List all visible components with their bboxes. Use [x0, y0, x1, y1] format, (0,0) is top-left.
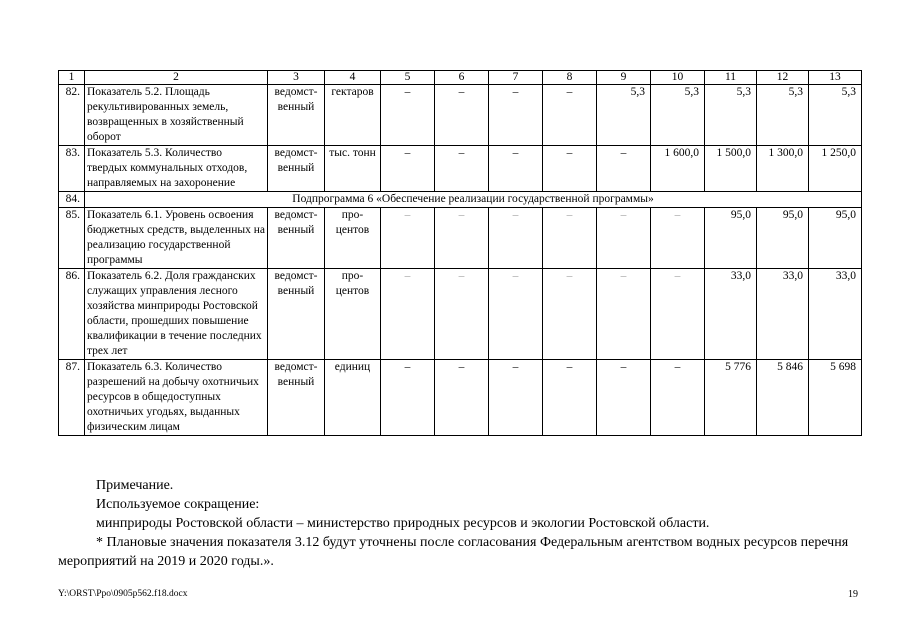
subprogram-row [59, 192, 862, 208]
value-cell: 33,0 [705, 269, 757, 360]
file-path: Y:\ORST\Ppo\0905p562.f18.docx [58, 589, 188, 599]
col-header: 5 [381, 71, 435, 85]
value-cell: – [651, 269, 705, 360]
indicator-name: Показатель 6.2. Доля гражданских служащих управления лесного хозяйства минприроды Ростовской области, прошедших повышение квалификации в течение последних трех лет [85, 269, 268, 360]
indicator-name: Показатель 5.3. Количество твердых коммунальных отходов, направляемых на захоронение [85, 146, 268, 192]
value-cell: – [543, 269, 597, 360]
value-cell: 5 698 [809, 360, 862, 436]
indicators-table [58, 70, 862, 436]
col-header: 6 [435, 71, 489, 85]
value-cell: 5,3 [651, 85, 705, 146]
indicator-source: ведомст-венный [268, 208, 325, 269]
value-cell: 5,3 [809, 85, 862, 146]
row-number: 83. [59, 146, 85, 192]
col-header: 3 [268, 71, 325, 85]
col-header: 10 [651, 71, 705, 85]
col-header: 9 [597, 71, 651, 85]
footnote: * Плановые значения показателя 3.12 будут уточнены после согласования Федеральным агентством водных ресурсов перечня мероприятий на 2019 и 2020 годы.». [58, 535, 849, 569]
note-heading: Примечание. [96, 478, 174, 493]
abbreviation-text: минприроды Ростовской области – министерство природных ресурсов и экологии Ростовской области. [96, 516, 710, 531]
value-cell: – [597, 269, 651, 360]
value-cell: – [489, 85, 543, 146]
col-header: 13 [809, 71, 862, 85]
value-cell: 5,3 [757, 85, 809, 146]
value-cell: 1 600,0 [651, 146, 705, 192]
indicator-source: ведомст-венный [268, 146, 325, 192]
value-cell: 5,3 [597, 85, 651, 146]
value-cell: – [597, 360, 651, 436]
value-cell: – [651, 208, 705, 269]
value-cell: – [381, 360, 435, 436]
col-header: 7 [489, 71, 543, 85]
row-number: 87. [59, 360, 85, 436]
value-cell: 33,0 [757, 269, 809, 360]
indicator-unit: гектаров [325, 85, 381, 146]
value-cell: 5 846 [757, 360, 809, 436]
value-cell: 95,0 [757, 208, 809, 269]
indicator-unit: про-центов [325, 269, 381, 360]
value-cell: – [435, 85, 489, 146]
column-number-row [59, 71, 862, 85]
table-row [59, 146, 862, 192]
indicator-name: Показатель 6.1. Уровень освоения бюджетных средств, выделенных на реализацию государственной программы [85, 208, 268, 269]
value-cell: 5,3 [705, 85, 757, 146]
col-header: 12 [757, 71, 809, 85]
value-cell: 5 776 [705, 360, 757, 436]
table-row [59, 269, 862, 360]
value-cell: – [381, 208, 435, 269]
indicator-name: Показатель 5.2. Площадь рекультивированных земель, возвращенных в хозяйственный оборот [85, 85, 268, 146]
notes-block [58, 476, 868, 571]
indicator-source: ведомст-венный [268, 269, 325, 360]
row-number: 82. [59, 85, 85, 146]
col-header: 4 [325, 71, 381, 85]
table-row [59, 85, 862, 146]
value-cell: – [489, 360, 543, 436]
value-cell: 33,0 [809, 269, 862, 360]
value-cell: – [435, 269, 489, 360]
indicator-unit: единиц [325, 360, 381, 436]
col-header: 11 [705, 71, 757, 85]
table-row [59, 208, 862, 269]
col-header: 2 [85, 71, 268, 85]
value-cell: – [543, 208, 597, 269]
value-cell: – [435, 146, 489, 192]
value-cell: – [651, 360, 705, 436]
value-cell: – [435, 360, 489, 436]
value-cell: 1 300,0 [757, 146, 809, 192]
value-cell: 1 250,0 [809, 146, 862, 192]
value-cell: 95,0 [705, 208, 757, 269]
value-cell: 95,0 [809, 208, 862, 269]
subprogram-title: Подпрограмма 6 «Обеспечение реализации государственной программы» [85, 192, 862, 208]
indicator-unit: про-центов [325, 208, 381, 269]
value-cell: – [381, 269, 435, 360]
value-cell: – [489, 269, 543, 360]
row-number: 84. [59, 192, 85, 208]
row-number: 85. [59, 208, 85, 269]
value-cell: 1 500,0 [705, 146, 757, 192]
table-row [59, 360, 862, 436]
value-cell: – [489, 146, 543, 192]
indicator-unit: тыс. тонн [325, 146, 381, 192]
value-cell: – [381, 146, 435, 192]
value-cell: – [543, 360, 597, 436]
indicator-source: ведомст-венный [268, 360, 325, 436]
value-cell: – [381, 85, 435, 146]
value-cell: – [597, 146, 651, 192]
value-cell: – [435, 208, 489, 269]
value-cell: – [597, 208, 651, 269]
value-cell: – [543, 85, 597, 146]
indicator-name: Показатель 6.3. Количество разрешений на добычу охотничьих ресурсов в общедоступных охотничьих угодьях, выданных физическим лицам [85, 360, 268, 436]
value-cell: – [543, 146, 597, 192]
value-cell: – [489, 208, 543, 269]
col-header: 1 [59, 71, 85, 85]
page-number: 19 [848, 589, 858, 600]
abbreviation-title: Используемое сокращение: [96, 497, 260, 512]
col-header: 8 [543, 71, 597, 85]
indicator-source: ведомст-венный [268, 85, 325, 146]
row-number: 86. [59, 269, 85, 360]
